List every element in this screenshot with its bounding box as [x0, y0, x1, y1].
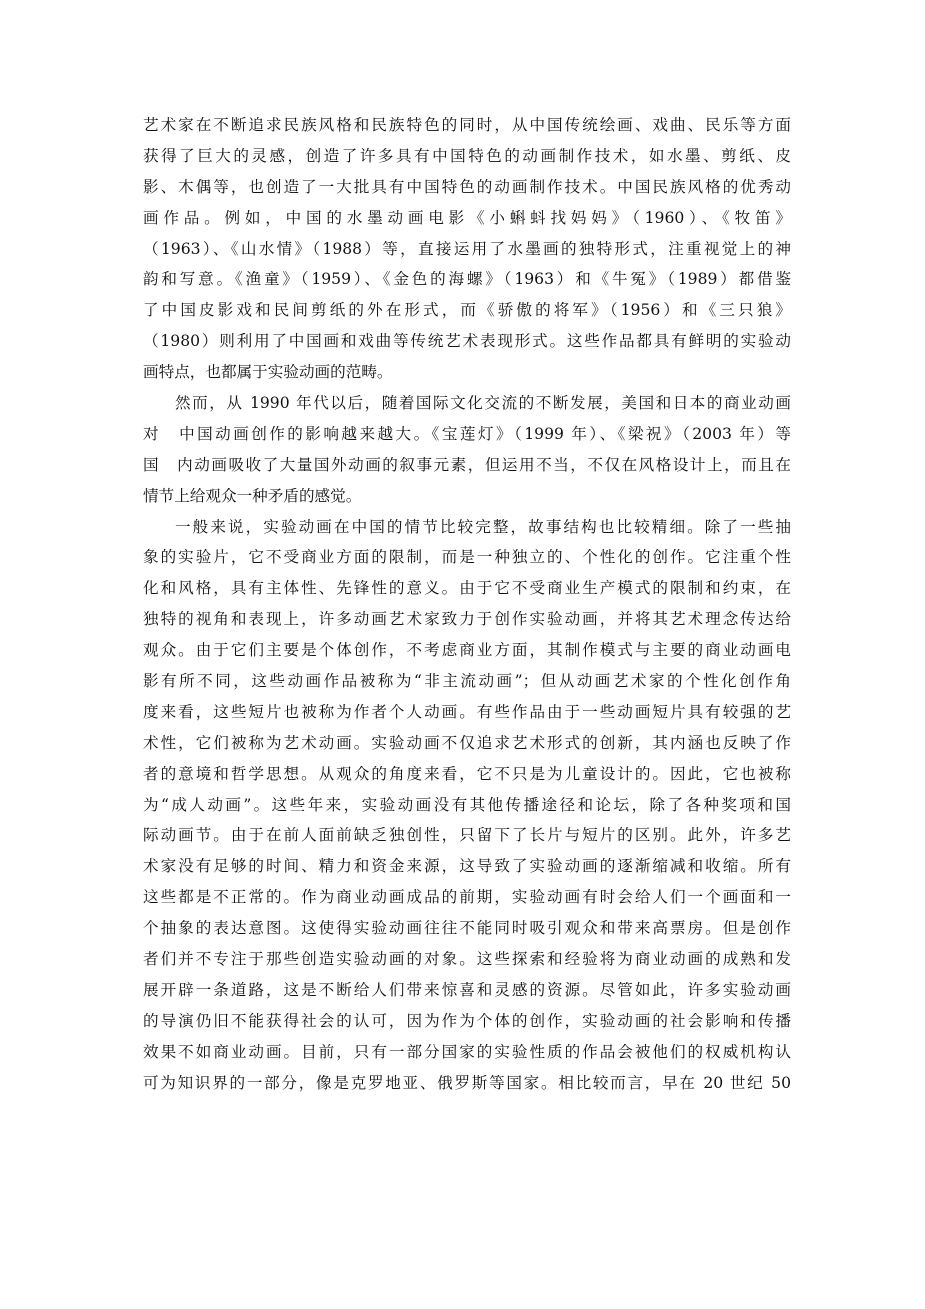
- text-line: 然而，从 1990 年代以后，随着国际文化交流的不断发展，美国和日本的商业动画: [175, 394, 791, 413]
- text-line: 为“成人动画”。这些年来，实验动画没有其他传播途径和论坛，除了各种奖项和国: [143, 795, 791, 814]
- text-line: 国 内动画吸收了大量国外动画的叙事元素，但运用不当，不仅在风格设计上，而且在: [143, 455, 791, 474]
- text-line: 象的实验片，它不受商业方面的限制，而是一种独立的、个性化的创作。它注重个性: [143, 548, 791, 567]
- text-line: 了中国皮影戏和民间剪纸的外在形式，而《骄傲的将军》（1956）和《三只狼》: [143, 301, 791, 320]
- text-line: 度来看，这些短片也被称为作者个人动画。有些作品由于一些动画短片具有较强的艺: [143, 702, 791, 721]
- text-line: 韵和写意。《渔童》（1959）、《金色的海螺》（1963）和《牛冤》（1989）都借鉴: [143, 270, 791, 289]
- text-line: 获得了巨大的灵感，创造了许多具有中国特色的动画制作技术，如水墨、剪纸、皮: [143, 146, 791, 165]
- text-line: 者的意境和哲学思想。从观众的角度来看，它不只是为儿童设计的。因此，它也被称: [143, 764, 791, 783]
- text-line: 画特点，也都属于实验动画的范畴。: [143, 363, 393, 382]
- text-line: 化和风格，具有主体性、先锋性的意义。由于它不受商业生产模式的限制和约束，在: [143, 579, 791, 598]
- text-line: 的导演仍旧不能获得社会的认可，因为作为个体的创作，实验动画的社会影响和传播: [143, 1011, 791, 1030]
- paragraph-1: [143, 110, 791, 388]
- paragraph-3: [143, 512, 791, 1099]
- text-line: 一般来说，实验动画在中国的情节比较完整，故事结构也比较精细。除了一些抽: [175, 517, 791, 536]
- text-line: 影、木偶等，也创造了一大批具有中国特色的动画制作技术。中国民族风格的优秀动: [143, 177, 791, 196]
- text-line: 际动画节。由于在前人面前缺乏独创性，只留下了长片与短片的区别。此外，许多艺: [143, 826, 791, 845]
- text-line: 可为知识界的一部分，像是克罗地亚、俄罗斯等国家。相比较而言，早在 20 世纪 50: [143, 1073, 791, 1092]
- text-line: 这些都是不正常的。作为商业动画成品的前期，实验动画有时会给人们一个画面和一: [143, 888, 791, 907]
- text-line: 术性，它们被称为艺术动画。实验动画不仅追求艺术形式的创新，其内涵也反映了作: [143, 733, 791, 752]
- text-line: 术家没有足够的时间、精力和资金来源，这导致了实验动画的逐渐缩减和收缩。所有: [143, 857, 791, 876]
- text-line: （1963）、《山水情》（1988）等，直接运用了水墨画的独特形式，注重视觉上的神: [143, 239, 791, 258]
- text-line: 画作品。例如，中国的水墨动画电影《小蝌蚪找妈妈》（1960）、《牧笛》: [143, 208, 791, 227]
- text-line: 观众。由于它们主要是个体创作，不考虑商业方面，其制作模式与主要的商业动画电: [143, 641, 791, 660]
- text-line: 对 中国动画创作的影响越来越大。《宝莲灯》（1999 年）、《梁祝》（2003 年）等: [143, 424, 791, 443]
- body-text: [143, 110, 791, 1099]
- text-line: 个抽象的表达意图。这使得实验动画往往不能同时吸引观众和带来高票房。但是创作: [143, 919, 791, 938]
- text-line: 效果不如商业动画。目前，只有一部分国家的实验性质的作品会被他们的权威机构认: [143, 1042, 791, 1061]
- text-line: 艺术家在不断追求民族风格和民族特色的同时，从中国传统绘画、戏曲、民乐等方面: [143, 116, 791, 134]
- text-line: 影有所不同，这些动画作品被称为“非主流动画”；但从动画艺术家的个性化创作角: [143, 672, 791, 691]
- text-line: （1980）则利用了中国画和戏曲等传统艺术表现形式。这些作品都具有鲜明的实验动: [143, 332, 791, 351]
- text-line: 独特的视角和表现上，许多动画艺术家致力于创作实验动画，并将其艺术理念传达给: [143, 610, 791, 629]
- text-line: 者们并不专注于那些创造实验动画的对象。这些探索和经验将为商业动画的成熟和发: [143, 950, 791, 969]
- paragraph-2: [143, 388, 791, 512]
- text-line: 情节上给观众一种矛盾的感觉。: [143, 486, 362, 505]
- text-line: 展开辟一条道路，这是不断给人们带来惊喜和灵感的资源。尽管如此，许多实验动画: [143, 980, 791, 999]
